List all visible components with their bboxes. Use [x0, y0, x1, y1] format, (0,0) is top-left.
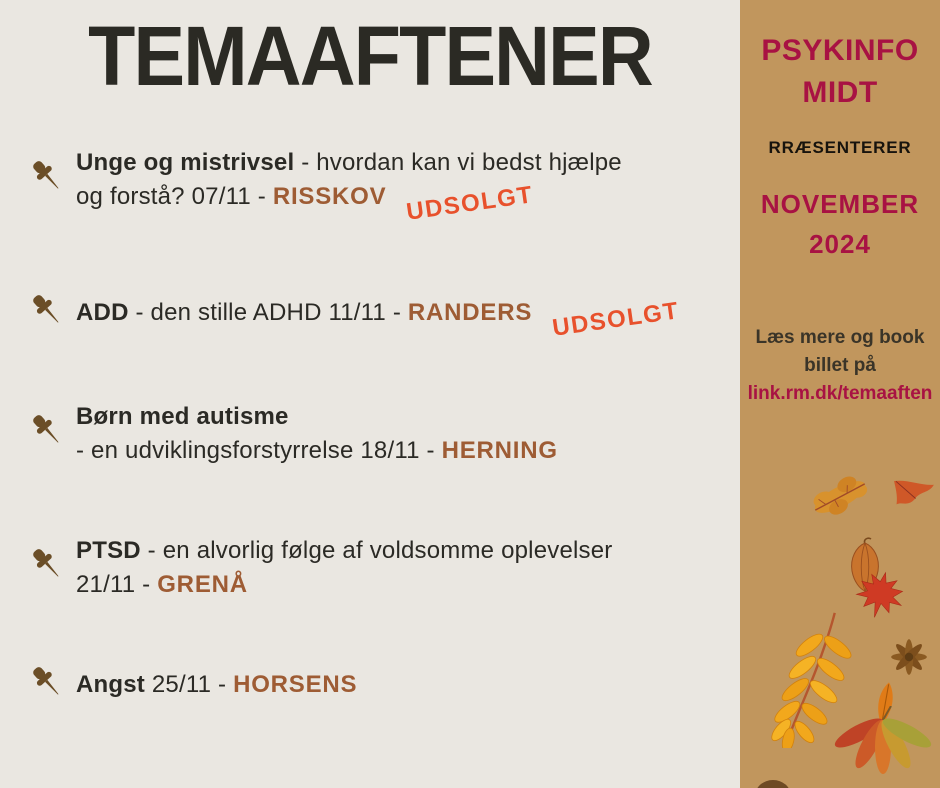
soldout-badge: UDSOLGT [550, 297, 682, 342]
event-desc: - en udviklingsforstyrrelse 18/11 - [76, 437, 442, 464]
pushpin-icon [26, 142, 66, 214]
page-title: TEMAAFTENER [88, 9, 652, 103]
event-text [76, 400, 558, 468]
event-line [76, 180, 622, 226]
month-line1: NOVEMBER [760, 189, 920, 219]
pushpin-icon [26, 664, 66, 704]
chestnut-icon [752, 774, 794, 788]
event-desc: 21/11 - [76, 571, 158, 598]
event-ptsd [26, 534, 726, 602]
creeper-leaf-icon [820, 706, 940, 788]
event-line [76, 296, 682, 342]
event-boern-med-autisme [26, 400, 726, 468]
month-line2: 2024 [809, 229, 871, 259]
event-line [76, 534, 612, 568]
month-label [740, 184, 940, 264]
brand-title [740, 30, 940, 114]
event-location: HERNING [441, 437, 558, 464]
soldout-badge: UDSOLGT [405, 181, 536, 226]
event-desc: - den stille ADHD 11/11 - [128, 299, 408, 326]
event-line [76, 146, 622, 180]
brand-line2: MIDT [802, 76, 878, 109]
pushpin-icon [26, 292, 66, 332]
event-desc: 25/11 - [145, 671, 234, 698]
event-location: RANDERS [407, 299, 533, 326]
event-text [76, 146, 622, 226]
event-desc: - hvordan kan vi bedst hjælpe [294, 149, 622, 176]
event-location: HORSENS [233, 671, 358, 698]
event-desc: og forstå? 07/11 - [76, 183, 273, 210]
event-title: Unge og mistrivsel [76, 149, 295, 176]
event-text [76, 296, 682, 342]
event-title: Angst [76, 671, 145, 698]
red-leaf-icon [886, 478, 938, 516]
brand-line1: PSYKINFO [761, 34, 919, 67]
oak-leaf-icon [800, 466, 880, 528]
event-angst [26, 668, 726, 704]
event-add [26, 296, 726, 342]
sidebar [740, 0, 940, 788]
event-line [76, 400, 558, 434]
event-title: Børn med autisme [76, 403, 289, 430]
event-text [76, 534, 612, 602]
event-text [76, 668, 357, 704]
event-location: RISSKOV [272, 183, 387, 210]
event-line [76, 568, 612, 602]
event-location: GRENÅ [157, 571, 248, 598]
cta-line1: Læs mere og book [755, 327, 925, 348]
cta-line2: billet på [804, 355, 876, 376]
event-title: ADD [76, 299, 129, 326]
cta-text [740, 324, 940, 408]
cta-link: link.rm.dk/temaaften [747, 383, 933, 404]
pushpin-icon [26, 530, 66, 602]
event-line [76, 668, 357, 702]
presents-label: RRÆSENTERER [768, 138, 912, 157]
star-anise-icon [888, 636, 930, 678]
event-line [76, 434, 558, 468]
event-unge-og-mistrivsel [26, 146, 726, 226]
event-desc: - en alvorlig følge af voldsomme oplevelser [140, 537, 613, 564]
event-title: PTSD [76, 537, 141, 564]
pushpin-icon [26, 396, 66, 468]
